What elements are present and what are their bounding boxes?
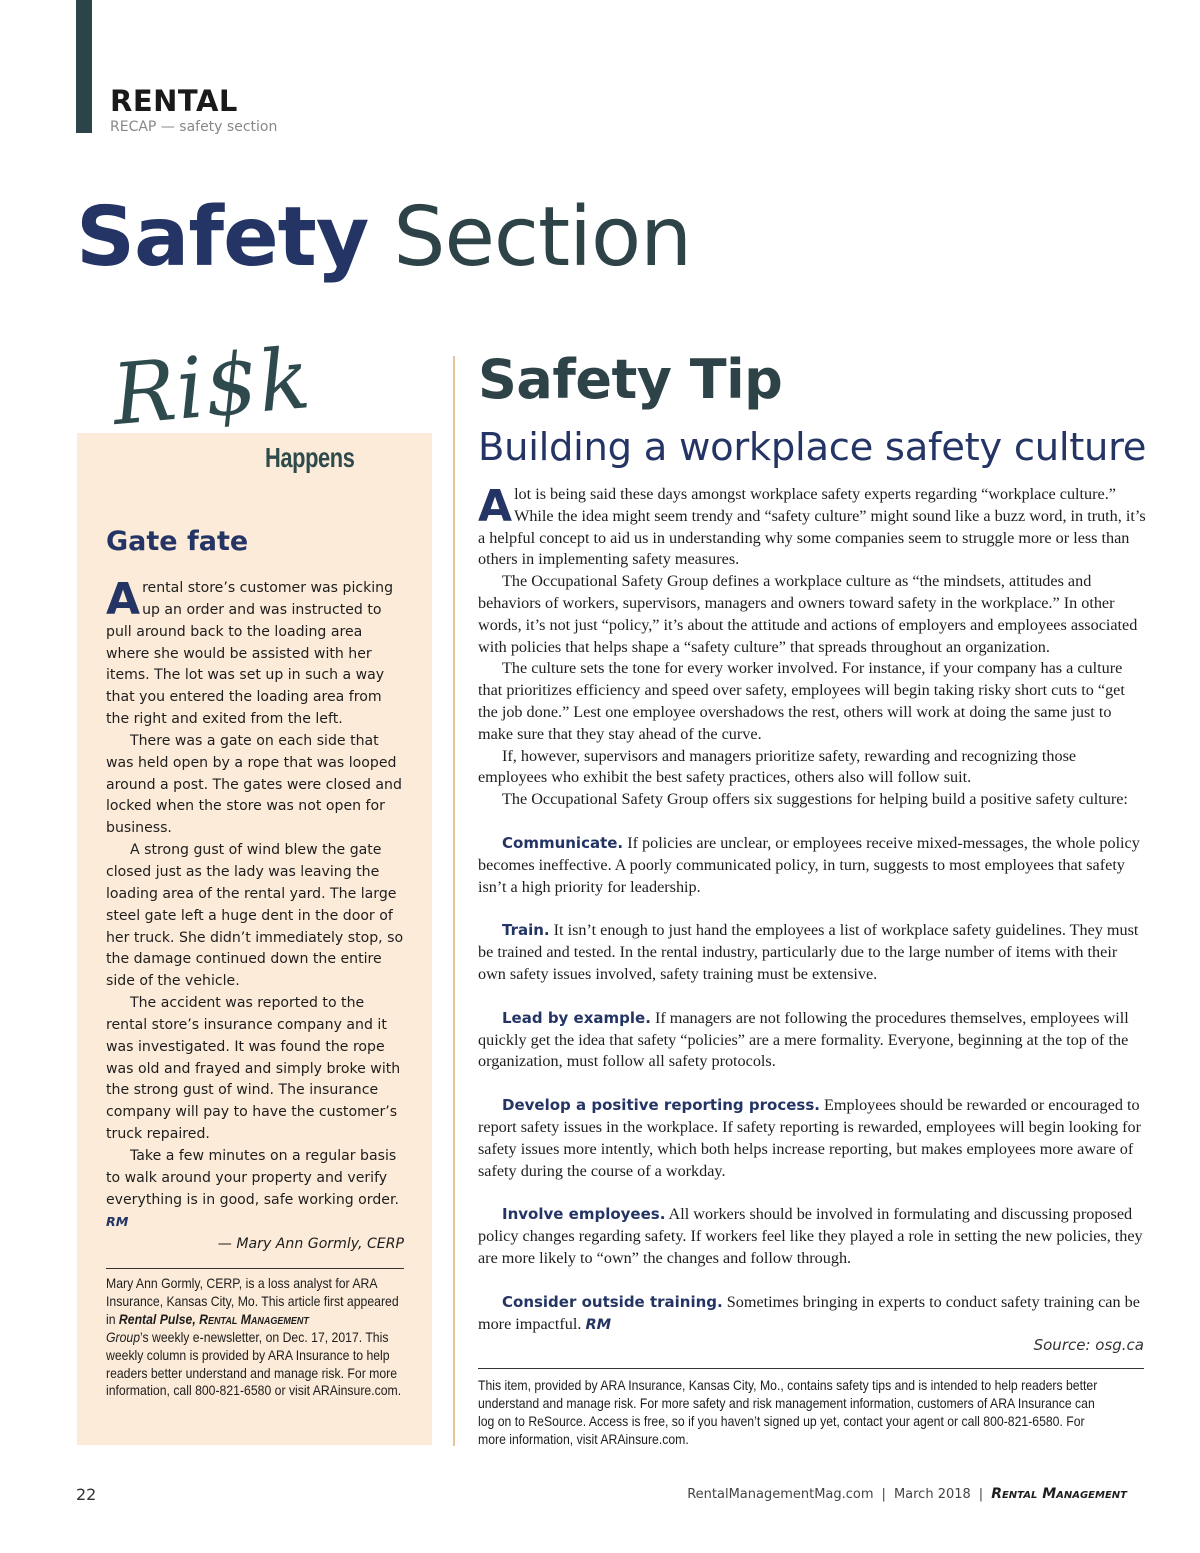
tip-item: Train. It isn’t enough to just hand the employees a list of workplace safety guidelines. They must be trained and tested. In the rental industry, particularly due to the large number of items with their own safety issues involved, safety training must be extensive. [478, 921, 1139, 983]
tip-item: Involve employees. All workers should be involved in formulating and discussing proposed policy changes regarding safety. If workers feel like they played a role in setting the new policies, they are more likely to “own” the changes and follow through. [478, 1205, 1143, 1267]
author-bio: Mary Ann Gormly, CERP, is a loss analyst for ARA Insurance, Kansas City, Mo. This article first appeared in Rental Pulse, Rental Management Group’s weekly e-newsletter, on Dec. 17, 2017. This weekly column is provided by ARA Insurance to help readers better understand and manage risk. For more information, call 800-821-6580 or visit ARAinsure.com. [106, 1276, 402, 1399]
page-number: 22 [76, 1485, 97, 1504]
risk-logo-word: Ri$k [108, 329, 315, 444]
tip-lead: Develop a positive reporting process. [502, 1096, 820, 1115]
footer-publication: Rental Management [991, 1486, 1127, 1502]
tip-paragraph: The Occupational Safety Group defines a workplace culture as “the mindsets, attitudes and behaviors of workers, supervisors, managers and owners toward safety in the workplace.” In other words, it’s not just “policy,” it’s about the attitude and actions of employers and employees associated with policies that helps shape a “safety culture” that spreads throughout an organization. [478, 572, 1138, 656]
article-paragraph: The accident was reported to the rental store’s insurance company and it was investigated. It was found the rope was old and frayed and simply broke with the strong gust of wind. The insurance company will pay to have the customer’s truck repaired. [106, 995, 401, 1143]
end-mark: RM [106, 1214, 129, 1230]
safety-tip-title: Safety Tip [478, 348, 783, 411]
article-paragraph: Take a few minutes on a regular basis to walk around your property and verify everything is in good, safe working order. RM [106, 1147, 399, 1230]
tip-item: Lead by example. If managers are not following the procedures themselves, employees will quickly get the idea that safety “policies” are a mere formality. Everyone, beginning at the top of the organization, must follow all safety protocols. [478, 1008, 1129, 1071]
tip-paragraph: The culture sets the tone for every worker involved. For instance, if your company has a culture that prioritizes efficiency and speed over safety, employees will begin taking risky short cuts to “get the job done.” Lest one employee overshadows the rest, others will work at doing the same just to make sure that they stay ahead of the curve. [478, 659, 1125, 743]
footer-date: March 2018 [893, 1487, 971, 1502]
tip-item: Communicate. If policies are unclear, or employees receive mixed-messages, the whole policy becomes ineffective. A poorly communicated policy, in turn, suggests to most employees that safety isn’t a high priority for leadership. [478, 833, 1140, 896]
section-label: RENTAL [110, 84, 238, 118]
safety-tip-body [478, 481, 1146, 1335]
tip-lead: Involve employees. [502, 1205, 666, 1224]
page-title [76, 190, 691, 285]
drop-cap: A [478, 481, 513, 532]
page-title-light: Section [393, 190, 692, 285]
tip-lead: Lead by example. [502, 1008, 651, 1027]
tip-lead: Train. [502, 921, 550, 940]
tip-lead: Consider outside training. [502, 1292, 723, 1311]
byline: — Mary Ann Gormly, CERP [217, 1236, 404, 1253]
article-paragraph: There was a gate on each side that was held open by a rope that was looped around a post. The gates were closed and locked when the store was not open for business. [106, 732, 402, 837]
divider [106, 1268, 404, 1269]
footer-website: RentalManagementMag.com [687, 1487, 874, 1502]
tip-item: Develop a positive reporting process. Employees should be rewarded or encouraged to report safety issues in the workplace. If safety reporting is rewarded, employees will begin looking for safety issues more intently, which both helps increase reporting, but makes employees more aware of safety during the course of a workday. [478, 1096, 1142, 1180]
tip-paragraph: If, however, supervisors and managers prioritize safety, rewarding and recognizing those employees who exhibit the best safety practices, others also will follow suit. [478, 746, 1077, 787]
end-mark: RM [585, 1315, 612, 1333]
page-title-bold: Safety [76, 190, 369, 285]
drop-cap: A [106, 574, 141, 625]
footer-separator: | [978, 1487, 984, 1502]
risk-happens-logo [108, 329, 387, 486]
divider [478, 1368, 1144, 1369]
tip-footnote: This item, provided by ARA Insurance, Kansas City, Mo., contains safety tips and is intended to help readers better understand and manage risk. For more safety and risk management information, customers of ARA Insurance can log on to ReSource. Access is free, so if you haven’t signed up yet, contact your agent or call 800-821-6580. For more information, visit ARAinsure.com. [478, 1378, 1098, 1447]
risk-logo-tagline: Happens [265, 442, 355, 473]
tip-paragraph: A lot is being said these days amongst workplace safety experts regarding “workplace culture.” While the idea might seem trendy and “safety culture” might sound like a buzz word, in truth, it’s a helpful concept to aid us in understanding why some companies seem to struggle more or less than others in implementing safety measures. [478, 481, 1146, 569]
footer-separator: | [881, 1487, 886, 1502]
article-paragraph: Arental store’s customer was picking up an order and was instructed to pull around back to the loading area where she would be assisted with her items. The lot was set up in such a way that you entered the loading area from the right and exited from the left. [106, 574, 394, 728]
column-divider [453, 356, 455, 1446]
source-credit: Source: osg.ca [1033, 1336, 1144, 1354]
section-accent-bar [76, 0, 92, 133]
safety-tip-subtitle: Building a workplace safety culture [478, 425, 1147, 470]
tip-lead: Communicate. [502, 833, 624, 852]
article-paragraph: A strong gust of wind blew the gate closed just as the lady was leaving the loading area of the rental yard. The large steel gate left a huge dent in the door of her truck. She didn’t immediately stop, so the damage continued down the entire side of the vehicle. [106, 842, 404, 990]
article-title: Gate fate [106, 526, 249, 557]
tip-item: Consider outside training. Sometimes bringing in experts to conduct safety training can be more impactful. RM [478, 1292, 1140, 1333]
article-body [106, 574, 406, 1256]
footer-info [687, 1486, 1127, 1502]
section-sublabel: RECAP — safety section [110, 119, 278, 135]
tip-paragraph: The Occupational Safety Group offers six suggestions for helping build a positive safety culture: [502, 790, 1128, 809]
